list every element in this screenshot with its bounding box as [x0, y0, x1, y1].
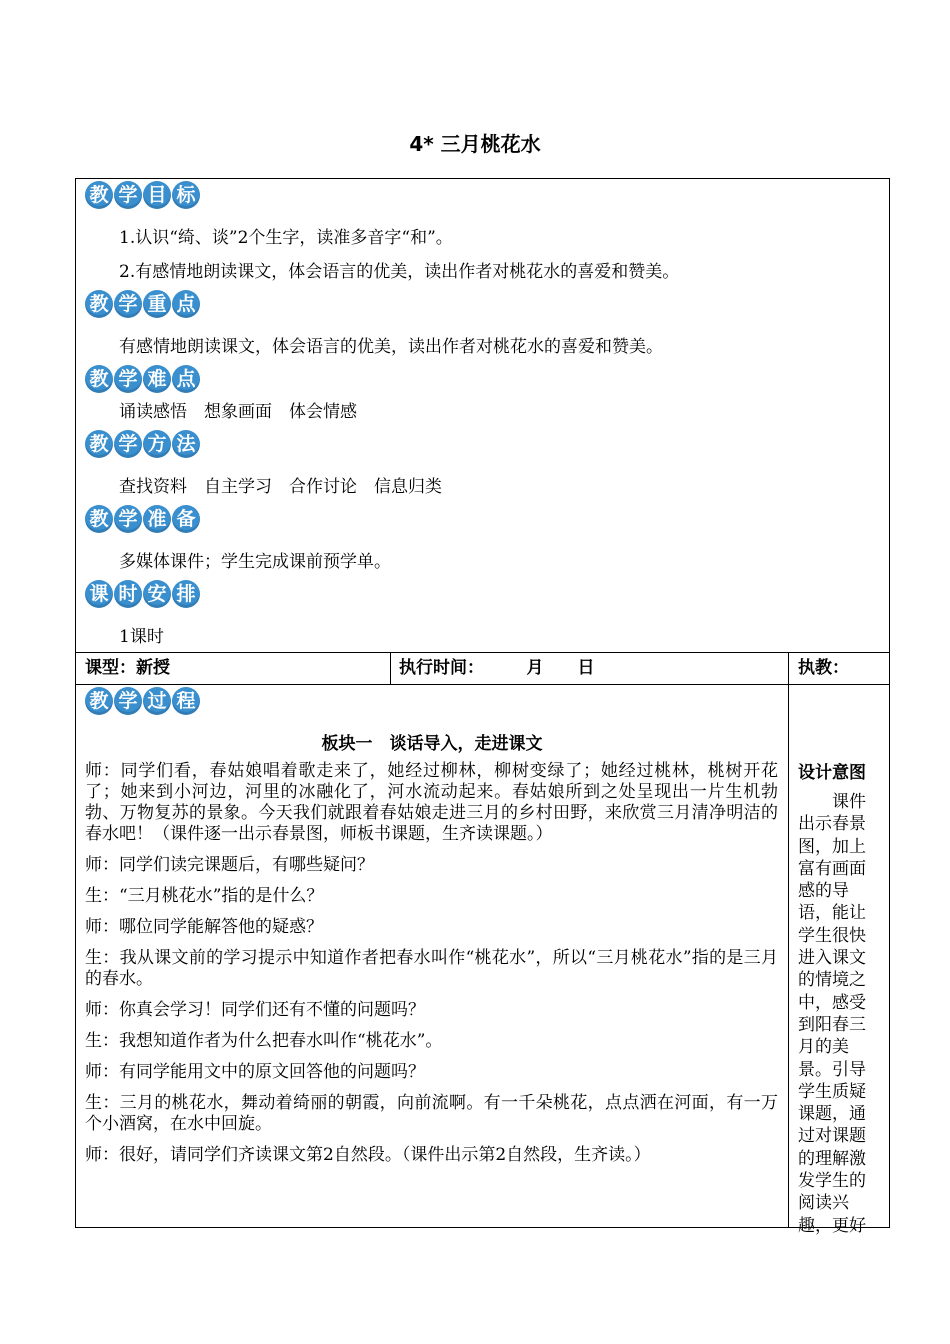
dialogue-paragraph: 师：同学们读完课题后，有哪些疑问？ — [85, 855, 374, 875]
section-heading: 板块一 谈话导入，走进课文 — [321, 734, 543, 754]
badge-char: 安 — [143, 580, 171, 608]
page-title: 4* 三月桃花水 — [409, 132, 541, 156]
badge-char: 教 — [85, 505, 113, 533]
badge-char: 课 — [85, 580, 113, 608]
badge-char: 学 — [114, 687, 142, 715]
difficulties-badge — [85, 365, 200, 393]
badge-char: 排 — [172, 580, 200, 608]
badge-char: 教 — [85, 181, 113, 209]
badge-char: 重 — [143, 290, 171, 318]
dialogue-paragraph: 师：很好，请同学们齐读课文第2自然段。（课件出示第2自然段，生齐读。） — [85, 1145, 651, 1165]
divider — [390, 653, 391, 684]
dialogue-paragraph: 师：哪位同学能解答他的疑惑？ — [85, 917, 323, 937]
badge-char: 教 — [85, 365, 113, 393]
badge-char: 备 — [172, 505, 200, 533]
lesson-type: 课型：新授 — [85, 658, 170, 678]
goal-line-1: 1.认识“绮、谈”2个生字，读准多音字“和”。 — [119, 228, 453, 248]
schedule-badge — [85, 580, 200, 608]
badge-char: 时 — [114, 580, 142, 608]
design-intent-title: 设计意图 — [798, 763, 866, 783]
badge-char: 程 — [172, 687, 200, 715]
process-badge — [85, 687, 200, 715]
dialogue-paragraph: 生：我从课文前的学习提示中知道作者把春水叫作“桃花水”，所以“三月桃花水”指的是三月的春水。 — [85, 948, 778, 989]
badge-char: 教 — [85, 290, 113, 318]
dialogue-paragraph: 师：同学们看，春姑娘唱着歌走来了，她经过柳林，柳树变绿了；她经过桃林，桃树开花了；她来到小河边，河里的冰融化了，河水流动起来。春姑娘所到之处呈现出一片生机勃勃、万物复苏的景象。今天我们就跟着春姑娘走进三月的乡村田野，来欣赏三月清净明洁的春水吧！（课件逐一出示春景图，师板书课题，生齐读课题。） — [85, 761, 778, 844]
badge-char: 学 — [114, 290, 142, 318]
badge-char: 学 — [114, 430, 142, 458]
badge-char: 学 — [114, 365, 142, 393]
badge-char: 目 — [143, 181, 171, 209]
badge-char: 准 — [143, 505, 171, 533]
badge-char: 学 — [114, 505, 142, 533]
divider — [788, 653, 789, 684]
badge-char: 点 — [172, 365, 200, 393]
badge-char: 学 — [114, 181, 142, 209]
methods-badge — [85, 430, 200, 458]
dialogue-paragraph: 师：你真会学习！同学们还有不懂的问题吗？ — [85, 1000, 425, 1020]
dialogue-paragraph: 师：有同学能用文中的原文回答他的问题吗？ — [85, 1062, 425, 1082]
dialogue-paragraph: 生：“三月桃花水”指的是什么？ — [85, 886, 324, 906]
teacher: 执教： — [798, 658, 849, 678]
process-box — [75, 684, 890, 1236]
badge-char: 难 — [143, 365, 171, 393]
goals-badge — [85, 181, 200, 209]
key-points-badge — [85, 290, 200, 318]
exec-time: 执行时间： 月 日 — [399, 658, 595, 678]
design-intent-text: 课件出示春景图，加上富有画面感的导语，能让学生很快进入课文的情境之中，感受到阳春三月的美景。引导学生质疑课题，通过对课题的理解激发学生的阅读兴趣，更好 — [798, 792, 866, 1236]
goal-line-2: 2.有感情地朗读课文，体会语言的优美，读出作者对桃花水的喜爱和赞美。 — [119, 262, 680, 282]
dialogue-paragraph: 生：我想知道作者为什么把春水叫作“桃花水”。 — [85, 1031, 443, 1051]
badge-char: 方 — [143, 430, 171, 458]
key-points-line: 有感情地朗读课文，体会语言的优美，读出作者对桃花水的喜爱和赞美。 — [119, 337, 663, 357]
schedule-line: 1课时 — [119, 627, 164, 647]
divider — [788, 685, 789, 1227]
badge-char: 标 — [172, 181, 200, 209]
badge-char: 点 — [172, 290, 200, 318]
preparation-badge — [85, 505, 200, 533]
badge-char: 过 — [143, 687, 171, 715]
dialogue-paragraph: 生：三月的桃花水，舞动着绮丽的朝霞，向前流啊。有一千朵桃花，点点洒在河面，有一万个小酒窝，在水中回旋。 — [85, 1093, 778, 1134]
badge-char: 教 — [85, 430, 113, 458]
lesson-meta-row — [75, 652, 890, 685]
objectives-box — [75, 178, 890, 653]
methods-line: 查找资料 自主学习 合作讨论 信息归类 — [119, 477, 442, 497]
difficulties-line: 诵读感悟 想象画面 体会情感 — [119, 402, 357, 422]
preparation-line: 多媒体课件；学生完成课前预学单。 — [119, 552, 391, 572]
badge-char: 法 — [172, 430, 200, 458]
badge-char: 教 — [85, 687, 113, 715]
dialogue — [85, 761, 778, 1176]
